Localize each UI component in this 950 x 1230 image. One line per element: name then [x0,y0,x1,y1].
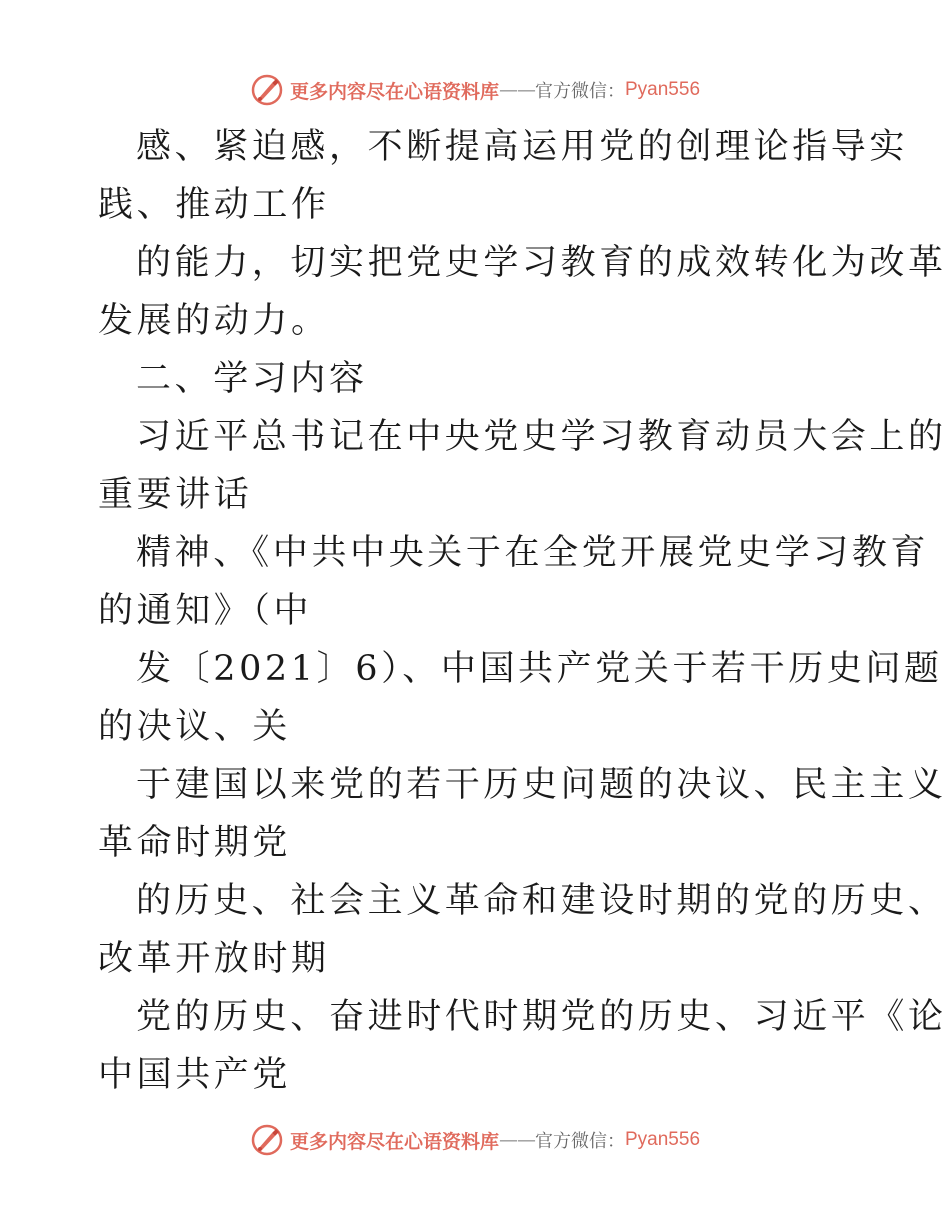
watermark-handle: Pyan556 [625,79,701,100]
section-heading: 二、学习内容 [136,359,368,399]
watermark-official-label: 官方微信： [535,81,625,102]
header-watermark [0,70,950,110]
paragraph-line: 感、紧迫感，不断提高运用党的创理论指导实 [136,127,909,167]
paragraph-line: 革命时期党 [98,823,292,863]
paragraph-line: 精神、《中共中央关于在全党开展党史学习教育 [136,533,930,573]
paragraph-line: 发〔2021〕6）、中国共产党关于若干历史问题 [136,649,943,689]
paragraph-line: 的决议、关 [98,707,292,747]
paragraph-line: 发展的动力。 [98,301,330,341]
paragraph-line: 的历史、社会主义革命和建设时期的党的历史、 [136,881,947,921]
pen-logo-icon [250,73,284,107]
watermark-handle: Pyan556 [625,1129,701,1150]
paragraph-line: 中国共产党 [98,1055,292,1095]
paragraph-line: 改革开放时期 [98,939,330,979]
pen-logo-icon [250,1123,284,1157]
footer-watermark [0,1120,950,1160]
paragraph-line: 践、推动工作 [98,185,330,225]
watermark-dash: —— [499,79,535,101]
watermark-main-text: 更多内容尽在心语资料库 [289,80,499,103]
paragraph-line: 习近平总书记在中央党史学习教育动员大会上的 [136,417,947,457]
paragraph-line: 的通知》（中 [98,591,313,631]
watermark-official-label: 官方微信： [535,1131,625,1152]
paragraph-line: 于建国以来党的若干历史问题的决议、民主主义 [136,765,947,805]
paragraph-line: 党的历史、奋进时代时期党的历史、习近平《论 [136,997,947,1037]
watermark-dash: —— [499,1129,535,1151]
paragraph-line: 的能力，切实把党史学习教育的成效转化为改革 [136,243,947,283]
paragraph-line: 重要讲话 [98,475,253,515]
watermark-main-text: 更多内容尽在心语资料库 [289,1130,499,1153]
